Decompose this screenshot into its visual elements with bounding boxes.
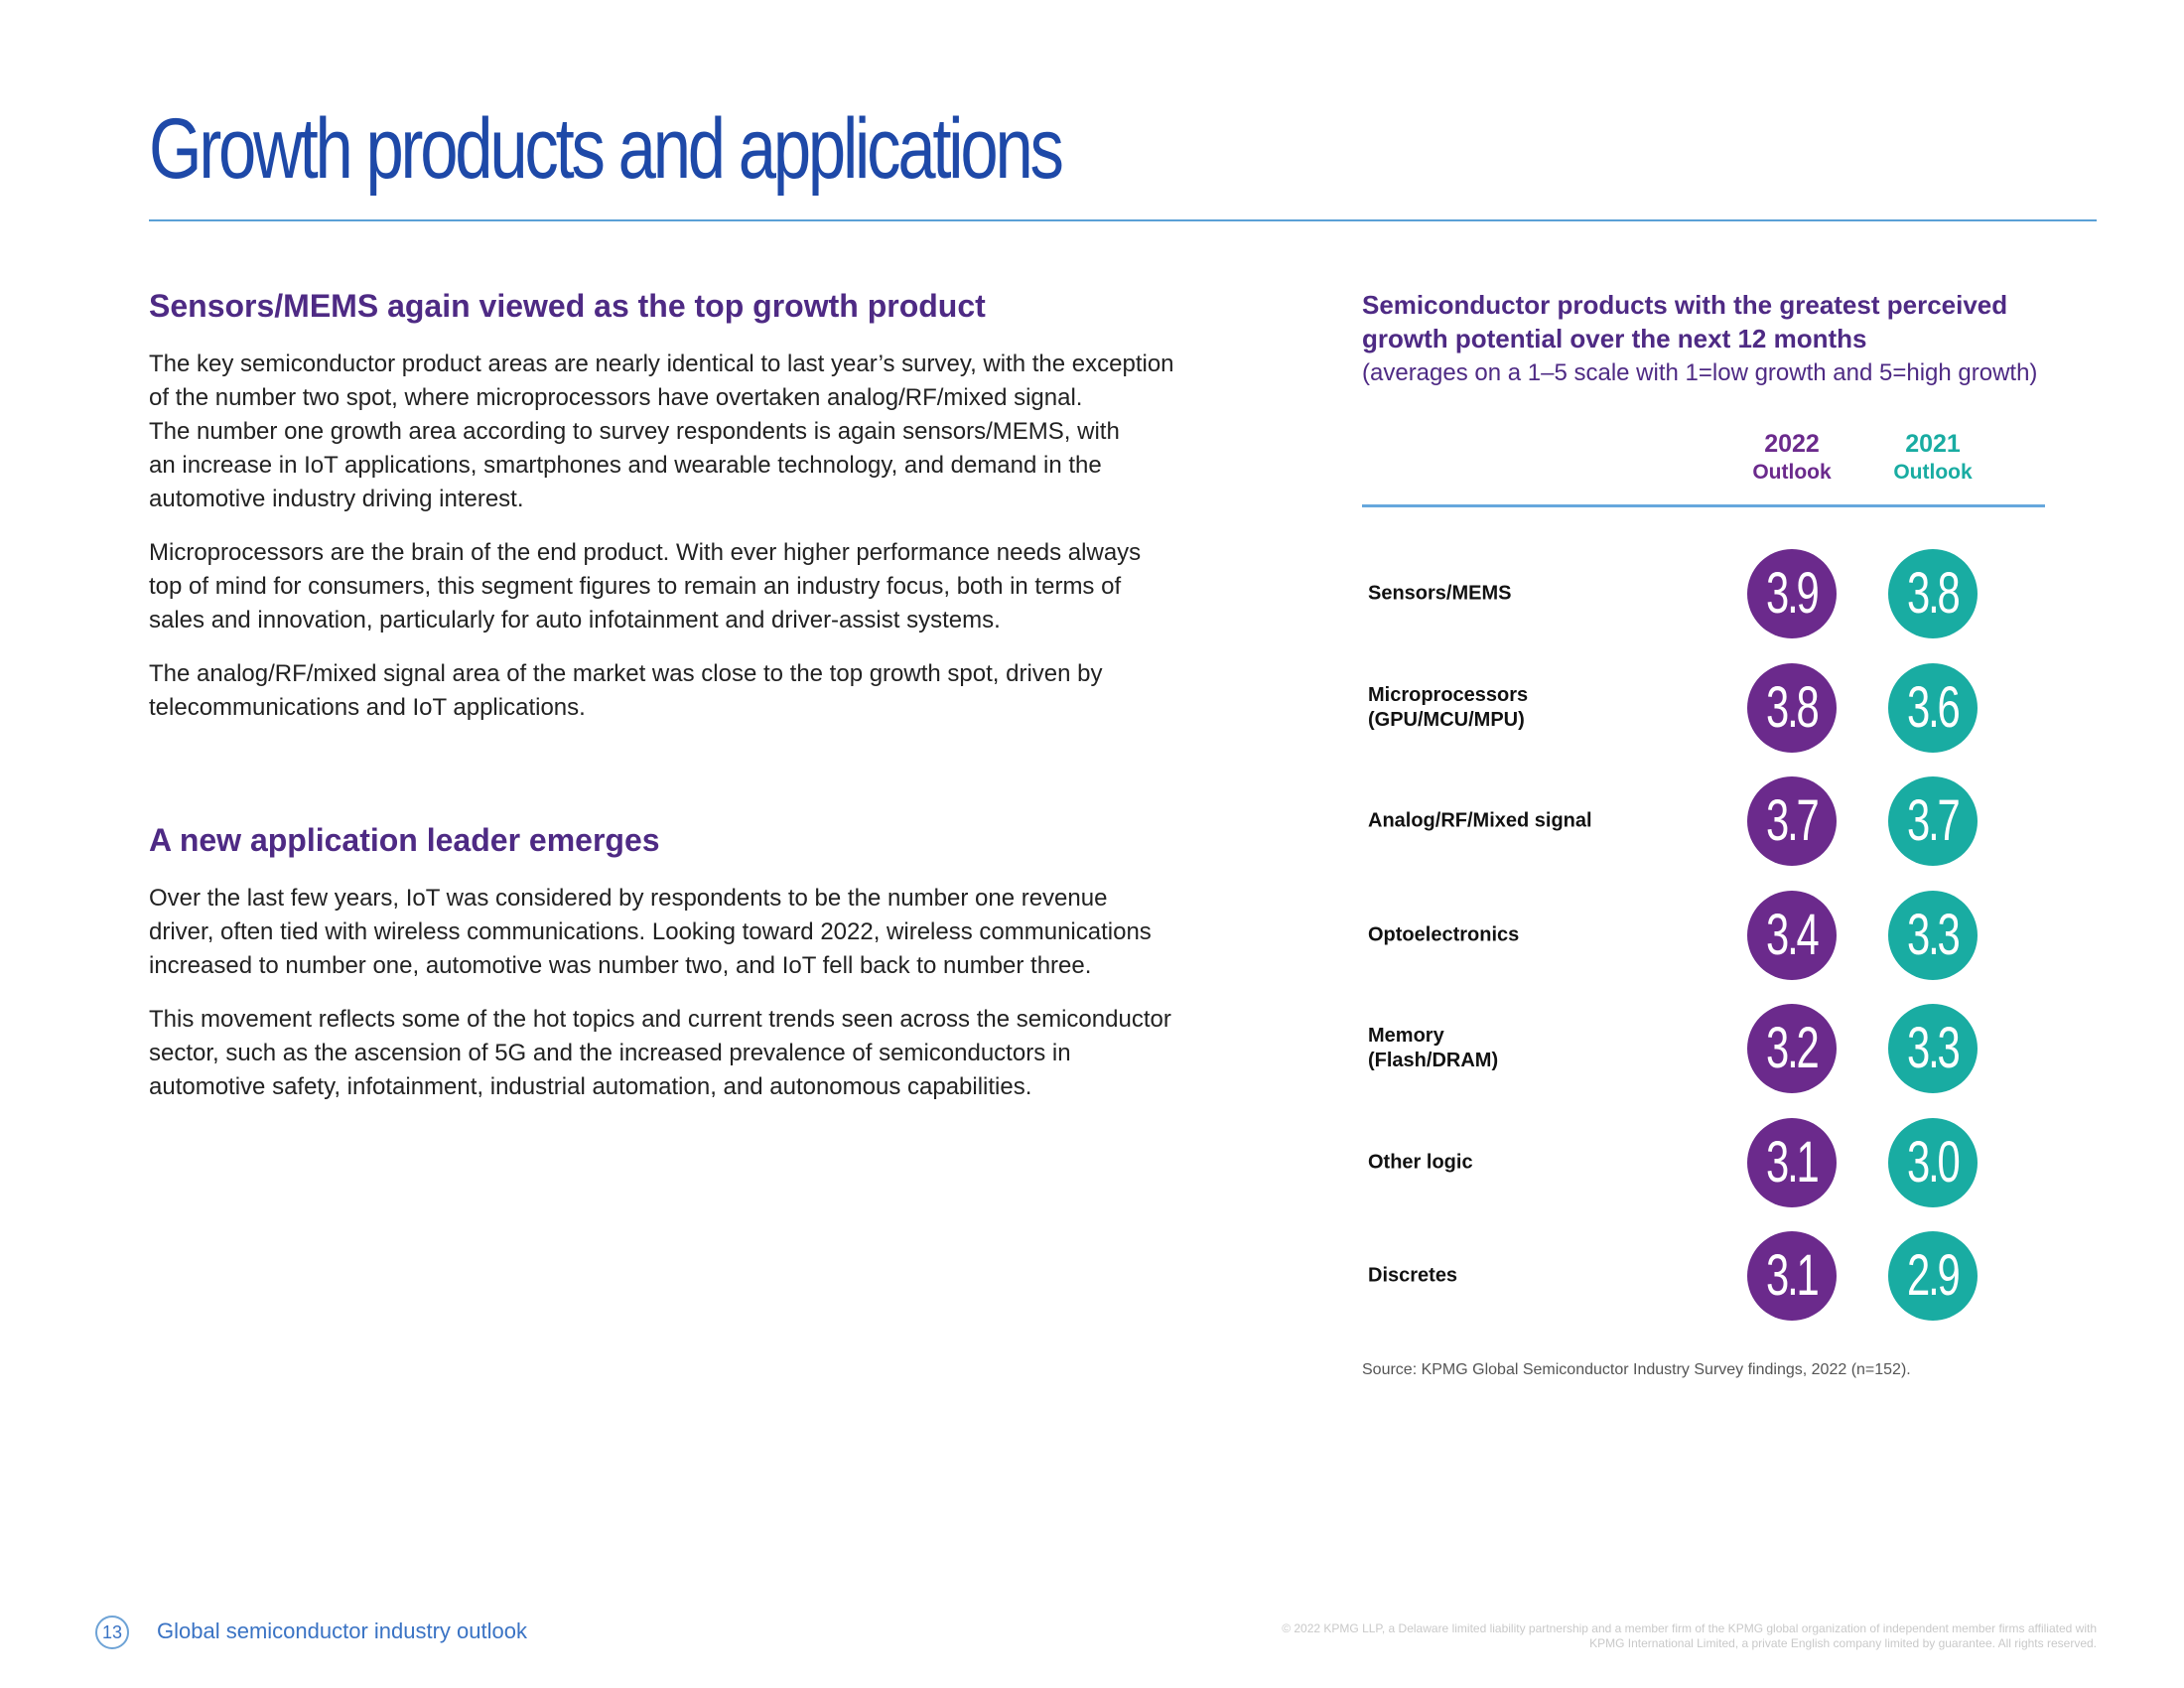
column-header-2022: [1712, 429, 1871, 487]
chart-row: [1362, 1113, 2097, 1212]
text-line: sales and innovation, particularly for auto infotainment and driver-assist systems.: [149, 607, 1001, 633]
text-line: The key semiconductor product areas are nearly identical to last year’s survey, with the exception: [149, 351, 1174, 377]
chart-title: [1362, 288, 2097, 355]
text-line: automotive industry driving interest.: [149, 486, 524, 512]
text-line: KPMG International Limited, a private English company limited by guarantee. All rights reserved.: [1589, 1636, 2097, 1650]
text-line: growth potential over the next 12 months: [1362, 324, 1867, 353]
text-line: © 2022 KPMG LLP, a Delaware limited liability partnership and a member firm of the KPMG global organization of independent member firms affiliated with: [1282, 1621, 2097, 1635]
column-header-2021: [1853, 429, 2012, 487]
row-label-line: Discretes: [1368, 1264, 1458, 1287]
column-year: 2021: [1905, 430, 1961, 458]
row-label: [1368, 683, 1706, 733]
row-label-line: Optoelectronics: [1368, 923, 1520, 945]
row-label: [1368, 582, 1706, 607]
row-label: [1368, 809, 1706, 834]
text-line: sector, such as the ascension of 5G and the increased prevalence of semiconductors in: [149, 1040, 1071, 1066]
value-label: 3.7: [1766, 788, 1818, 853]
value-bubble-2021: [1888, 1004, 1978, 1093]
value-bubble-2021: [1888, 663, 1978, 753]
row-label-line: Microprocessors: [1368, 683, 1529, 706]
body-text: [149, 286, 1261, 1124]
text-line: This movement reflects some of the hot topics and current trends seen across the semiconductor: [149, 1006, 1171, 1033]
row-label-line: Sensors/MEMS: [1368, 582, 1512, 605]
value-bubble-2022: [1747, 1004, 1837, 1093]
text-line: automotive safety, infotainment, industrial automation, and autonomous capabilities.: [149, 1073, 1032, 1100]
chart-row: [1362, 772, 2097, 871]
value-bubble-2022: [1747, 891, 1837, 980]
value-label: 3.2: [1766, 1016, 1818, 1080]
text-line: telecommunications and IoT applications.: [149, 694, 586, 721]
value-bubble-2021: [1888, 776, 1978, 866]
copyright-notice: [1104, 1621, 2097, 1651]
text-line: an increase in IoT applications, smartphones and wearable technology, and demand in the: [149, 452, 1102, 479]
paragraph: [149, 348, 1261, 516]
value-bubble-2021: [1888, 891, 1978, 980]
row-label-line: (Flash/DRAM): [1368, 1050, 1499, 1071]
value-label: 2.9: [1907, 1243, 1959, 1308]
value-label: 3.0: [1907, 1129, 1959, 1195]
value-bubble-2022: [1747, 663, 1837, 753]
text-line: Over the last few years, IoT was considered by respondents to be the number one revenue: [149, 885, 1108, 912]
value-label: 3.3: [1907, 902, 1959, 967]
text-line: driver, often tied with wireless communications. Looking toward 2022, wireless communications: [149, 918, 1152, 945]
chart-row: [1362, 999, 2097, 1098]
value-label: 3.4: [1766, 902, 1818, 967]
value-bubble-2021: [1888, 1118, 1978, 1207]
row-label-line: Memory: [1368, 1025, 1444, 1047]
row-label: [1368, 1264, 1706, 1289]
section-heading-sensors: Sensors/MEMS again viewed as the top growth product: [149, 288, 986, 324]
text-line: The analog/RF/mixed signal area of the market was close to the top growth spot, driven by: [149, 660, 1103, 687]
value-bubble-2022: [1747, 549, 1837, 638]
value-label: 3.6: [1907, 674, 1959, 740]
page-number: 13: [95, 1616, 129, 1649]
column-label: Outlook: [1893, 461, 1973, 484]
text-line: top of mind for consumers, this segment figures to remain an industry focus, both in terms of: [149, 573, 1122, 600]
value-bubble-2021: [1888, 1231, 1978, 1321]
value-bubble-2022: [1747, 1118, 1837, 1207]
value-bubble-2022: [1747, 776, 1837, 866]
paragraph: [149, 536, 1261, 637]
paragraph: [149, 657, 1261, 725]
text-line: Semiconductor products with the greatest perceived: [1362, 290, 2008, 320]
row-label: [1368, 922, 1706, 947]
chart-row: [1362, 1226, 2097, 1326]
value-label: 3.1: [1766, 1243, 1818, 1308]
row-label: [1368, 1150, 1706, 1175]
page-title: Growth products and applications: [149, 101, 1061, 197]
row-label-line: Other logic: [1368, 1151, 1473, 1173]
title-divider: [149, 219, 2097, 221]
value-bubble-2021: [1888, 549, 1978, 638]
chart-row: [1362, 886, 2097, 985]
row-label-line: Analog/RF/Mixed signal: [1368, 809, 1592, 832]
chart-row: [1362, 544, 2097, 643]
text-line: Microprocessors are the brain of the end product. With ever higher performance needs always: [149, 539, 1142, 566]
paragraph: [149, 1003, 1261, 1104]
row-label: [1368, 1024, 1706, 1073]
column-label: Outlook: [1752, 461, 1832, 484]
paragraph: [149, 882, 1261, 983]
row-label-line: (GPU/MCU/MPU): [1368, 708, 1525, 731]
text-line: of the number two spot, where microprocessors have overtaken analog/RF/mixed signal.: [149, 384, 1083, 411]
text-line: The number one growth area according to survey respondents is again sensors/MEMS, with: [149, 418, 1120, 445]
value-label: 3.8: [1766, 674, 1818, 740]
value-bubble-2022: [1747, 1231, 1837, 1321]
text-line: increased to number one, automotive was number two, and IoT fell back to number three.: [149, 952, 1092, 979]
growth-potential-chart: [1362, 288, 2097, 1308]
source-note: Source: KPMG Global Semiconductor Industry Survey findings, 2022 (n=152).: [1362, 1361, 1911, 1378]
footer-title: Global semiconductor industry outlook: [157, 1618, 527, 1643]
section-heading-application: A new application leader emerges: [149, 822, 660, 858]
column-year: 2022: [1764, 430, 1820, 458]
value-label: 3.1: [1766, 1129, 1818, 1195]
value-label: 3.9: [1766, 561, 1818, 626]
chart-divider: [1362, 504, 2045, 507]
value-label: 3.3: [1907, 1016, 1959, 1080]
chart-subtitle: (averages on a 1–5 scale with 1=low growth and 5=high growth): [1362, 359, 2038, 386]
chart-row: [1362, 658, 2097, 758]
value-label: 3.8: [1907, 561, 1959, 626]
value-label: 3.7: [1907, 788, 1959, 853]
